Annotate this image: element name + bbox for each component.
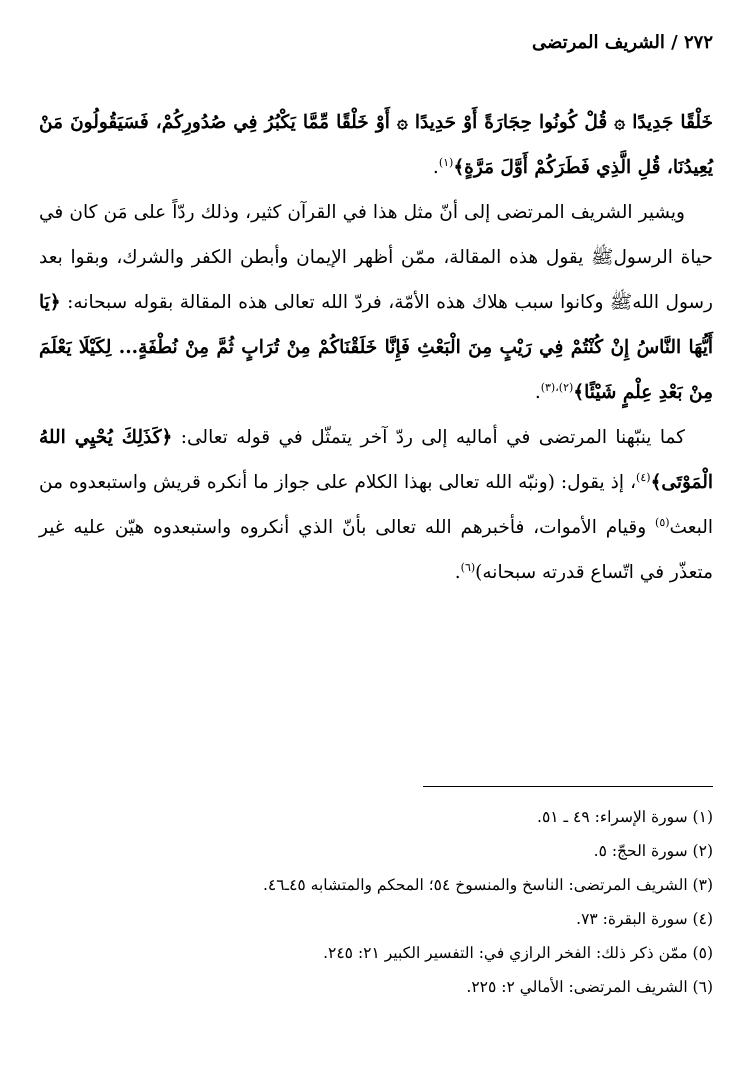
quran-verse: ﴿يَا أَيُّهَا النَّاسُ إِنْ كُنْتُمْ فِي رَيْبٍ مِنَ الْبَعْثِ فَإِنَّا خَلَقْنَاكُمْ مِنْ تُرَابٍ ثُمَّ مِنْ نُطْفَةٍ... لِكَيْلَا يَعْلَمَ مِنْ بَعْدِ عِلْمٍ شَيْئًا﴾ — [39, 292, 713, 403]
running-title: الشريف المرتضى — [532, 32, 665, 53]
paragraph-text: وقيام الأموات، فأخبرهم الله تعالى بأنّ الذي أنكروه واستبعدوه هيّن عليه غير متعذّر في اتّساع قدرته سبحانه) — [39, 517, 713, 583]
footnote-1: (١) سورة الإسراء: ٤٩ ـ ٥١. — [537, 808, 713, 826]
footnote-ref: (٦) — [460, 560, 476, 574]
main-text — [39, 100, 713, 595]
paragraph-end: . — [432, 157, 439, 178]
paragraph-text: ، إذ يقول: (ونبّه الله تعالى بهذا الكلام على جواز ما أنكره قريش واستبعدوه من البعث — [39, 472, 713, 538]
footnote-ref: (٤) — [636, 470, 651, 484]
quran-verse: خَلْقًا جَدِيدًا ۞ قُلْ كُونُوا حِجَارَةً أَوْ حَدِيدًا ۞ أَوْ خَلْقًا مِّمَّا يَكْبُرُ فِي صُدُورِكُمْ، فَسَيَقُولُونَ مَنْ يُعِيدُنَا، قُلِ الَّذِي فَطَرَكُمْ أَوَّلَ مَرَّةٍ﴾ — [39, 112, 713, 178]
paragraph-end: . — [534, 382, 541, 403]
paragraph-2 — [39, 190, 713, 415]
paragraph-1 — [39, 100, 713, 190]
footnote-ref: (٥) — [655, 515, 670, 529]
footnote-4: (٤) سورة البقرة: ٧٣. — [576, 910, 713, 928]
footnote-3: (٣) الشريف المرتضى: الناسخ والمنسوخ ٥٤؛ المحكم والمتشابه ٤٥ـ٤٦. — [262, 876, 713, 894]
footnote-2: (٢) سورة الحجّ: ٥. — [593, 842, 713, 860]
paragraph-text: كما ينبّهنا المرتضى في أماليه إلى ردّ آخر يتمثّل في قوله تعالى: — [180, 427, 685, 448]
footnote-5: (٥) ممّن ذكر ذلك: الفخر الرازي في: التفسير الكبير ٢١: ٢٤٥. — [323, 944, 713, 962]
footnotes — [39, 800, 713, 1004]
running-header — [532, 32, 713, 53]
header-separator: / — [671, 32, 678, 53]
footnote-ref: (٢)،(٣) — [540, 380, 574, 394]
page-number: ٢٧٢ — [683, 32, 713, 53]
paragraph-3 — [39, 415, 713, 595]
paragraph-text: ويشير الشريف المرتضى إلى أنّ مثل هذا في القرآن كثير، وذلك ردّاً على مَن كان في حياة الرسولﷺ يقول هذه المقالة، ممّن أظهر الإيمان وأبطن الكفر والشرك، وبقوا بعد رسول اللهﷺ وكانوا سبب هلاك هذه الأمّة، فردّ الله تعالى هذه المقالة بقوله سبحانه: — [39, 202, 713, 313]
footnote-divider — [423, 786, 713, 787]
quran-verse: ﴿كَذَلِكَ يُحْيِي اللهُ الْمَوْتَى﴾ — [39, 427, 713, 493]
footnote-ref: (١) — [438, 155, 454, 169]
paragraph-end: . — [454, 562, 461, 583]
footnote-6: (٦) الشريف المرتضى: الأمالي ٢: ٢٢٥. — [466, 978, 713, 996]
